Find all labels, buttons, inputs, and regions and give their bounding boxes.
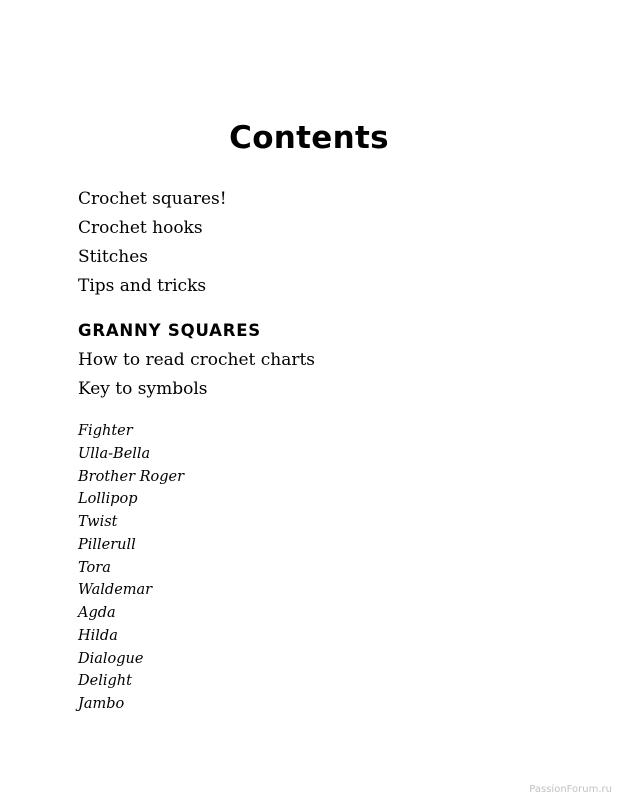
- pattern-entry: Jambo: [78, 696, 125, 712]
- page-title: Contents: [229, 120, 389, 156]
- pattern-entry: Delight: [78, 673, 132, 690]
- toc-entry: How to read crochet charts: [78, 350, 316, 370]
- pattern-entry: Agda: [78, 605, 116, 621]
- pattern-entry: Fighter: [78, 423, 133, 439]
- pattern-list: [78, 420, 184, 716]
- watermark: PassionForum.ru: [529, 784, 612, 795]
- pattern-entry: Dialogue: [78, 650, 144, 667]
- section-heading: GRANNY SQUARES: [78, 321, 261, 340]
- pattern-entry: Twist: [78, 514, 118, 530]
- intro-list: [78, 185, 227, 301]
- toc-entry: Crochet squares!: [78, 189, 227, 209]
- toc-entry: Stitches: [78, 247, 149, 267]
- pattern-entry: Ulla-Bella: [78, 445, 151, 462]
- section-list: [78, 346, 315, 404]
- toc-entry: Crochet hooks: [78, 218, 203, 238]
- pattern-entry: Lollipop: [78, 491, 138, 508]
- pattern-entry: Waldemar: [78, 582, 153, 599]
- toc-entry: Key to symbols: [78, 379, 208, 399]
- toc-entry: Tips and tricks: [78, 276, 207, 296]
- pattern-entry: Hilda: [78, 627, 118, 644]
- pattern-entry: Brother Roger: [78, 468, 185, 485]
- pattern-entry: Pillerull: [78, 536, 136, 553]
- pattern-entry: Tora: [78, 559, 111, 576]
